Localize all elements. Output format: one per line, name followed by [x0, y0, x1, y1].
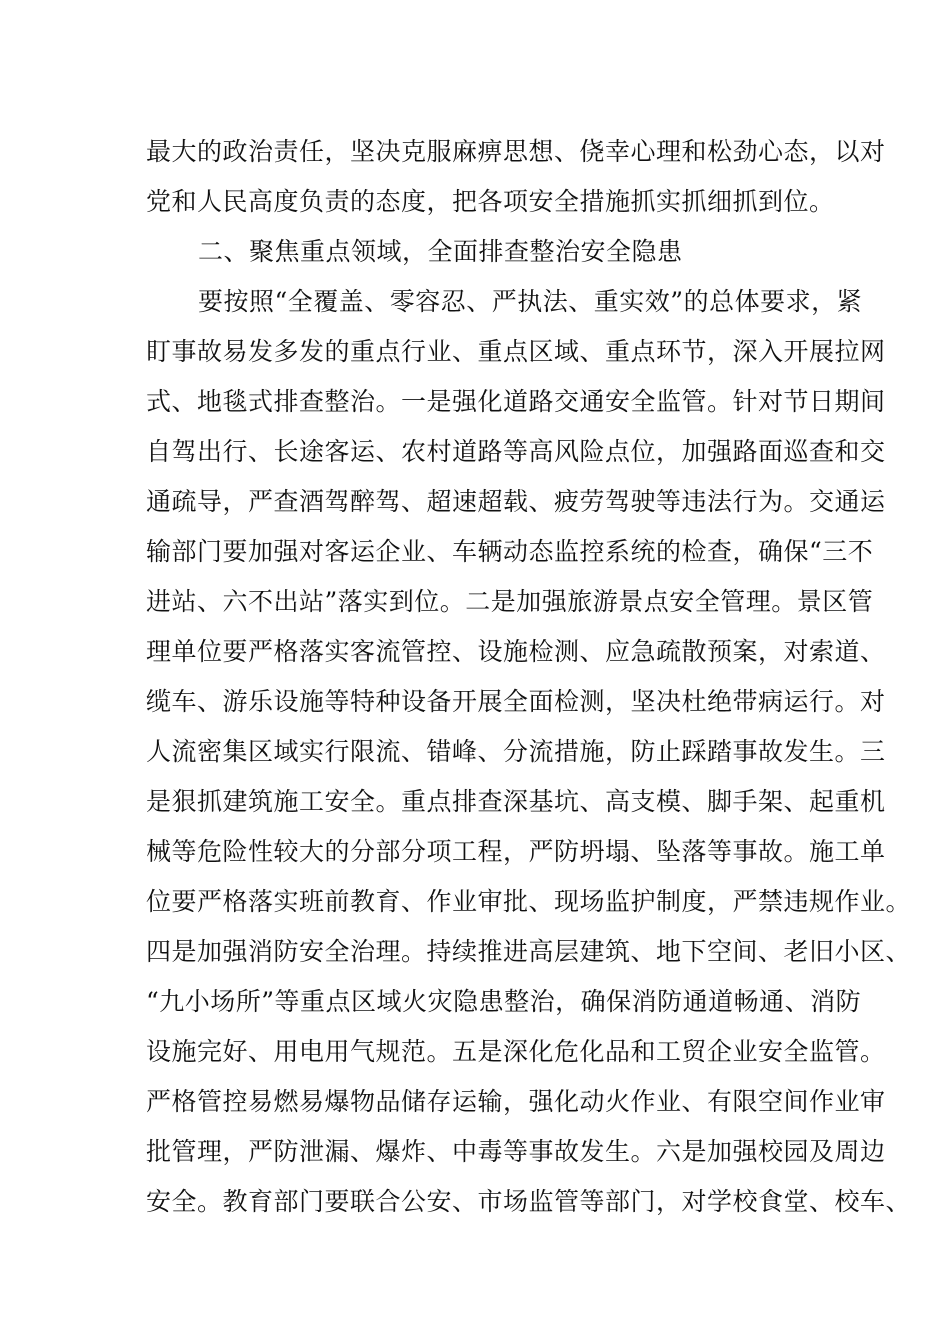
text-line: 式、地毯式排查整治。一是强化道路交通安全监管。针对节日期间	[146, 387, 886, 416]
text-line: 缆车、游乐设施等特种设备开展全面检测，坚决杜绝带病运行。对	[146, 687, 886, 716]
text-line: 输部门要加强对客运企业、车辆动态监控系统的检查，确保“三不	[146, 537, 874, 566]
text-line: 是狠抓建筑施工安全。重点排查深基坑、高支模、脚手架、起重机	[146, 787, 886, 816]
text-line: 人流密集区域实行限流、错峰、分流措施，防止踩踏事故发生。三	[146, 737, 886, 766]
text-line: 批管理，严防泄漏、爆炸、中毒等事故发生。六是加强校园及周边	[146, 1137, 886, 1166]
text-line: 理单位要严格落实客流管控、设施检测、应急疏散预案，对索道、	[146, 637, 886, 666]
text-line: 严格管控易燃易爆物品储存运输，强化动火作业、有限空间作业审	[146, 1087, 886, 1116]
text-line: 党和人民高度负责的态度，把各项安全措施抓实抓细抓到位。	[146, 187, 835, 216]
text-line: 四是加强消防安全治理。持续推进高层建筑、地下空间、老旧小区、	[146, 937, 912, 966]
section-heading: 二、聚焦重点领域，全面排查整治安全隐患	[198, 237, 683, 266]
text-line: 自驾出行、长途客运、农村道路等高风险点位，加强路面巡查和交	[146, 437, 886, 466]
text-line: 进站、六不出站”落实到位。二是加强旅游景点安全管理。景区管	[146, 587, 874, 616]
text-line: 最大的政治责任，坚决克服麻痹思想、侥幸心理和松劲心态，以对	[146, 137, 886, 166]
text-line: “九小场所”等重点区域火灾隐患整治，确保消防通道畅通、消防	[146, 987, 862, 1016]
paragraph-first-line: 要按照“全覆盖、零容忍、严执法、重实效”的总体要求，紧	[198, 287, 863, 316]
text-line: 设施完好、用电用气规范。五是深化危化品和工贸企业安全监管。	[146, 1037, 886, 1066]
text-line: 安全。教育部门要联合公安、市场监管等部门，对学校食堂、校车、	[146, 1187, 912, 1216]
text-line: 械等危险性较大的分部分项工程，严防坍塌、坠落等事故。施工单	[146, 837, 886, 866]
text-line: 盯事故易发多发的重点行业、重点区域、重点环节，深入开展拉网	[146, 337, 886, 366]
text-line: 位要严格落实班前教育、作业审批、现场监护制度，严禁违规作业。	[146, 887, 912, 916]
text-line: 通疏导，严查酒驾醉驾、超速超载、疲劳驾驶等违法行为。交通运	[146, 487, 886, 516]
